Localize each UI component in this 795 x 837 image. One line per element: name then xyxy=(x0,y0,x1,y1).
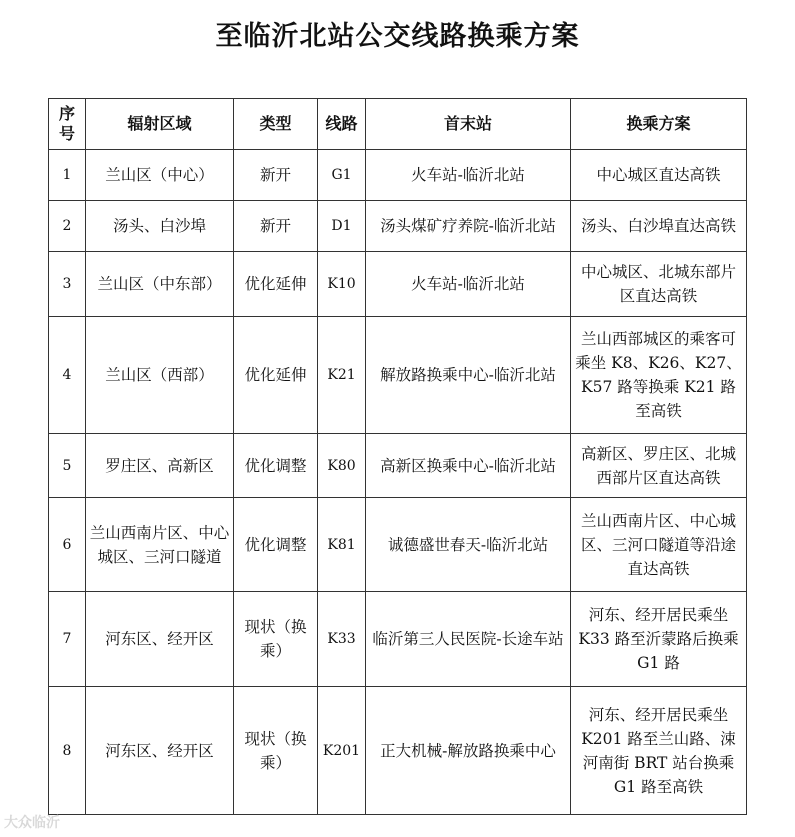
row-line: K33 xyxy=(318,592,366,687)
row-type: 新开 xyxy=(234,150,318,201)
row-type: 优化调整 xyxy=(234,434,318,498)
row-no: 3 xyxy=(49,252,86,317)
row-plan: 高新区、罗庄区、北城西部片区直达高铁 xyxy=(571,434,747,498)
row-type: 现状（换乘） xyxy=(234,687,318,815)
row-area: 汤头、白沙埠 xyxy=(86,201,234,252)
row-stations: 火车站-临沂北站 xyxy=(366,252,571,317)
header-no: 序号 xyxy=(49,99,86,150)
row-line: K201 xyxy=(318,687,366,815)
row-plan: 中心城区、北城东部片区直达高铁 xyxy=(571,252,747,317)
row-plan: 兰山西南片区、中心城区、三河口隧道等沿途直达高铁 xyxy=(571,498,747,592)
row-stations: 汤头煤矿疗养院-临沂北站 xyxy=(366,201,571,252)
row-plan: 兰山西部城区的乘客可乘坐 K8、K26、K27、K57 路等换乘 K21 路至高铁 xyxy=(571,317,747,434)
row-area: 兰山区（中东部） xyxy=(86,252,234,317)
table-row xyxy=(49,687,747,815)
header-stations: 首末站 xyxy=(366,99,571,150)
row-stations: 火车站-临沂北站 xyxy=(366,150,571,201)
row-stations: 解放路换乘中心-临沂北站 xyxy=(366,317,571,434)
row-type: 现状（换乘） xyxy=(234,592,318,687)
row-area: 兰山区（中心） xyxy=(86,150,234,201)
row-stations: 临沂第三人民医院-长途车站 xyxy=(366,592,571,687)
header-area: 辐射区域 xyxy=(86,99,234,150)
row-area: 兰山西南片区、中心城区、三河口隧道 xyxy=(86,498,234,592)
row-plan: 汤头、白沙埠直达高铁 xyxy=(571,201,747,252)
table-row xyxy=(49,498,747,592)
row-area: 罗庄区、高新区 xyxy=(86,434,234,498)
row-stations: 高新区换乘中心-临沂北站 xyxy=(366,434,571,498)
row-no: 2 xyxy=(49,201,86,252)
header-type: 类型 xyxy=(234,99,318,150)
page-title: 至临沂北站公交线路换乘方案 xyxy=(215,21,580,52)
row-plan: 河东、经开居民乘坐 K33 路至沂蒙路后换乘 G1 路 xyxy=(571,592,747,687)
row-no: 4 xyxy=(49,317,86,434)
row-area: 兰山区（西部） xyxy=(86,317,234,434)
row-no: 8 xyxy=(49,687,86,815)
row-line: K80 xyxy=(318,434,366,498)
row-line: K21 xyxy=(318,317,366,434)
table-row xyxy=(49,592,747,687)
row-line: K81 xyxy=(318,498,366,592)
row-area: 河东区、经开区 xyxy=(86,592,234,687)
row-plan: 中心城区直达高铁 xyxy=(571,150,747,201)
row-line: D1 xyxy=(318,201,366,252)
table-row xyxy=(49,252,747,317)
row-stations: 正大机械-解放路换乘中心 xyxy=(366,687,571,815)
table-row xyxy=(49,201,747,252)
row-stations: 诚德盛世春天-临沂北站 xyxy=(366,498,571,592)
row-no: 1 xyxy=(49,150,86,201)
watermark-logo: 大众临沂 xyxy=(4,815,60,831)
table-header-row xyxy=(49,99,747,150)
table-row xyxy=(49,434,747,498)
transfer-plan-table xyxy=(48,98,747,815)
header-plan: 换乘方案 xyxy=(571,99,747,150)
row-no: 6 xyxy=(49,498,86,592)
row-type: 新开 xyxy=(234,201,318,252)
row-type: 优化延伸 xyxy=(234,317,318,434)
row-plan: 河东、经开居民乘坐 K201 路至兰山路、涑河南街 BRT 站台换乘 G1 路至高铁 xyxy=(571,687,747,815)
table-row xyxy=(49,317,747,434)
row-no: 7 xyxy=(49,592,86,687)
row-type: 优化延伸 xyxy=(234,252,318,317)
table-row xyxy=(49,150,747,201)
row-line: K10 xyxy=(318,252,366,317)
row-area: 河东区、经开区 xyxy=(86,687,234,815)
header-line: 线路 xyxy=(318,99,366,150)
row-no: 5 xyxy=(49,434,86,498)
row-type: 优化调整 xyxy=(234,498,318,592)
row-line: G1 xyxy=(318,150,366,201)
